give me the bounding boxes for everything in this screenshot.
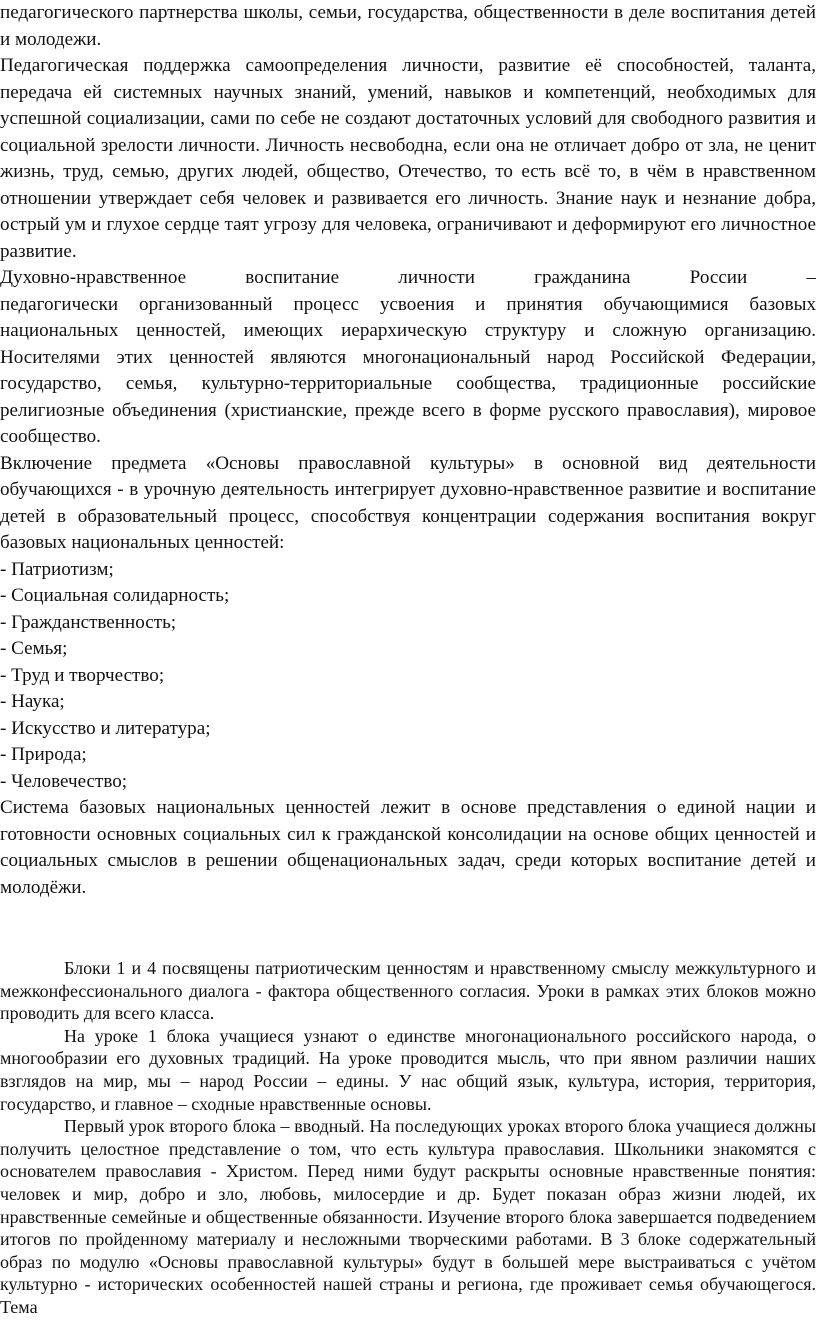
list-item: - Социальная солидарность; <box>0 585 230 606</box>
paragraph-definition-heading: Духовно-нравственное воспитание личности гражданина России – <box>0 267 816 288</box>
list-item: - Семья; <box>0 638 68 659</box>
values-list <box>0 557 816 796</box>
paragraph-subject: Включение предмета «Основы православной культуры» в основной вид деятельности обучающихся - в урочную деятельность интегрирует духовно-нравственное развитие и воспитание детей в образовательный процесс, способствуя концентрации содержания воспитания вокруг базовых национальных ценностей: <box>0 452 816 553</box>
list-item: - Гражданственность; <box>0 611 177 633</box>
paragraph-support: Педагогическая поддержка самоопределения личности, развитие её способностей, таланта, передача ей системных научных знаний, умений, навыков и компетенций, необходимых для успешной социализации, сами по себе не создают достаточных условий для свободного развития и социальной зрелости личности. Личность несвободна, если она не отличает добро от зла, не ценит жизнь, труд, семью, других людей, общество, Отечество, то есть всё то, в чём в нравственном отношении утверждает себя человек и развивается его личность. Знание наук и незнание добра, острый ум и глухое сердце таят угрозу для человека, ограничивают и деформируют его личностное развитие. <box>0 55 816 262</box>
paragraph-partnership: педагогического партнерства школы, семьи, государства, общественности в деле воспитания детей и молодежи. <box>0 2 816 50</box>
list-item: - Искусство и литература; <box>0 717 211 739</box>
paragraph-system: Система базовых национальных ценностей лежит в основе представления о единой нации и готовности основных социальных сил к гражданской консолидации на основе общих ценностей и социальных смыслов в решении общенациональных задач, среди которых воспитание детей и молодёжи. <box>0 797 816 898</box>
paragraph-blocks-1-4: Блоки 1 и 4 посвящены патриотическим ценностям и нравственному смыслу межкультурного и межконфессионального диалога - фактора общественного согласия. Уроки в рамках этих блоков можно проводить для всего класса. <box>0 958 816 1024</box>
paragraph-block-2: Первый урок второго блока – вводный. На последующих уроках второго блока учащиеся должны получить целостное представление о том, что есть культура православия. Школьники знакомятся с основателем православия - Христом. Перед ними будут раскрыты основные нравственные понятия: человек и мир, добро и зло, любовь, милосердие и др. Будет показан образ жизни людей, их нравственные семейные и общественные обязанности. Изучение второго блока завершается подведением итогов по пройденному материалу и несложными творческими работами. В 3 блоке содержательный образ по модулю «Основы православной культуры» будут в большей мере выстраиваться с учётом культурно - исторических особенностей нашей страны и региона, где проживает семья обучающегося. Тема <box>0 1116 816 1317</box>
list-item: - Человечество; <box>0 770 128 792</box>
list-item: - Природа; <box>0 744 87 765</box>
list-item: - Патриотизм; <box>0 558 114 580</box>
list-item: - Наука; <box>0 691 65 712</box>
paragraph-definition: педагогически организованный процесс усвоения и принятия обучающимися базовых национальных ценностей, имеющих иерархическую структуру и сложную организацию. Носителями этих ценностей являются многонациональный народ Российской Федерации, государство, семья, культурно-территориальные сообщества, традиционные российские религиозные объединения (христианские, прежде всего в форме русского православия), мировое сообщество. <box>0 293 816 447</box>
paragraph-lesson-1: На уроке 1 блока учащиеся узнают о единстве многонационального российского народа, о многообразии его духовных традиций. На уроке проводится мысль, что при явном различии наших взглядов на мир, мы – народ России – едины. У нас общий язык, культура, история, территория, государство, и главное – сходные нравственные основы. <box>0 1025 816 1114</box>
section-blocks <box>0 957 816 1319</box>
list-item: - Труд и творчество; <box>0 664 165 686</box>
